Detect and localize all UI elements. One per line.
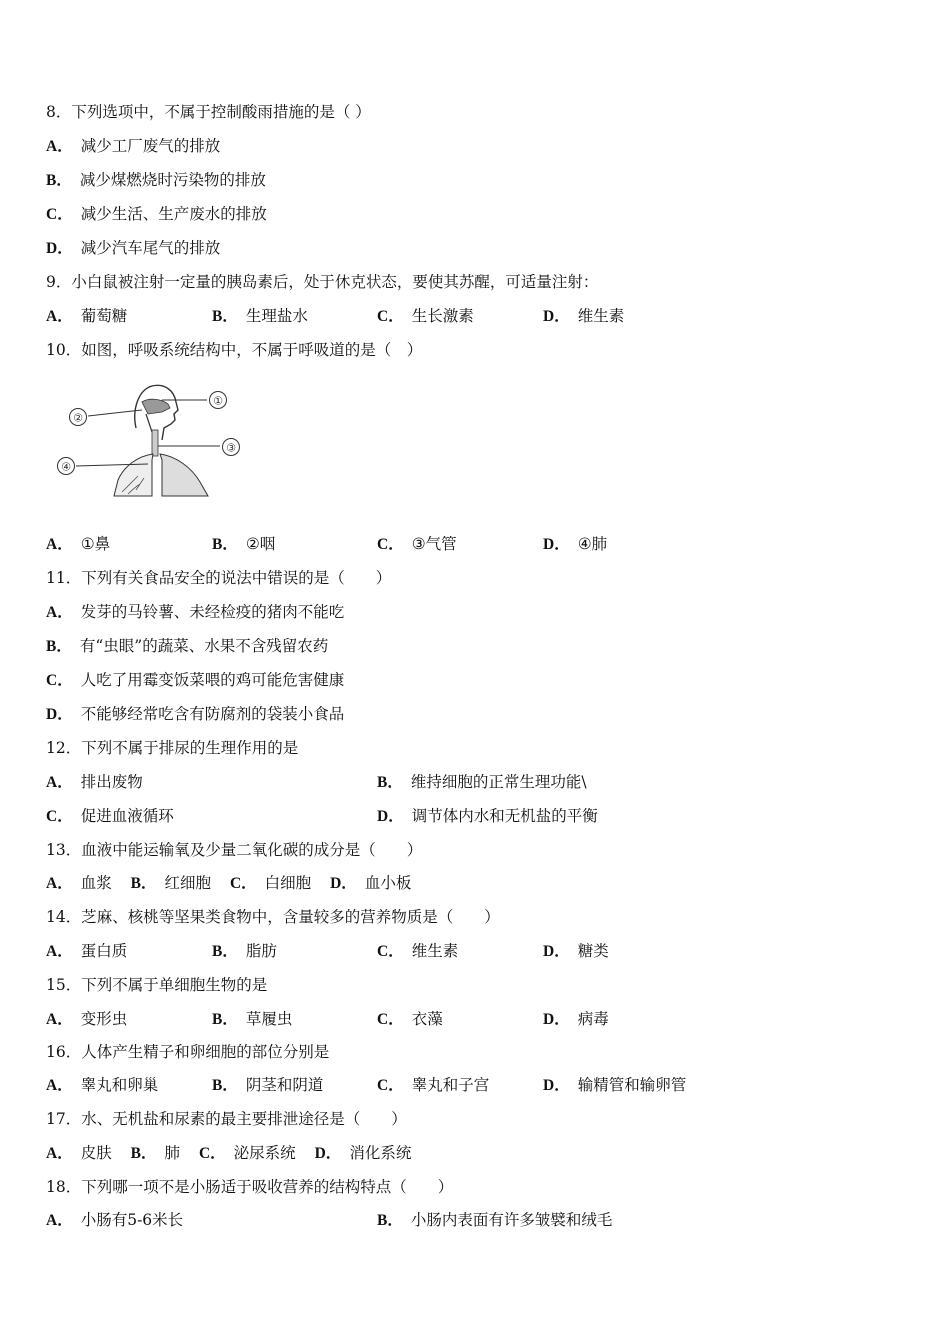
question-9-option-c: C． 生长激素	[377, 307, 474, 325]
question-12-options-row-1	[46, 772, 910, 792]
left-lung	[114, 454, 153, 496]
question-17-option-a: A． 皮肤	[46, 1144, 112, 1162]
trachea	[152, 430, 158, 456]
leader-line-2	[88, 410, 142, 416]
question-11-option-a: A． 发芽的马铃薯、未经检疫的猪肉不能吃	[46, 603, 345, 621]
question-17-option-b: B． 肺	[130, 1144, 181, 1162]
question-10-option-a: A． ①鼻	[46, 535, 111, 553]
question-8-option-a: A． 减少工厂废气的排放	[46, 137, 221, 155]
question-12-option-b: B． 维持细胞的正常生理功能\	[377, 773, 587, 791]
question-17-option-d: D． 消化系统	[314, 1144, 412, 1162]
question-11-option-d: D． 不能够经常吃含有防腐剂的袋装小食品	[46, 705, 345, 723]
question-14-option-c: C． 维生素	[377, 942, 459, 960]
question-13-option-c: C． 白细胞	[229, 874, 312, 892]
question-10-option-b: B． ②咽	[212, 535, 276, 553]
question-11-option-b: B． 有“虫眼”的蔬菜、水果不含残留农药	[46, 637, 329, 655]
question-9-option-b: B． 生理盐水	[212, 307, 308, 325]
question-13-stem: 13．血液中能运输氧及少量二氧化碳的成分是（ ）	[46, 841, 423, 859]
question-11-option-c: C． 人吃了用霉变饭菜喂的鸡可能危害健康	[46, 671, 345, 689]
question-9-option-d: D． 维生素	[543, 307, 625, 325]
question-12-option-a: A． 排出废物	[46, 773, 143, 791]
question-17-option-c: C． 泌尿系统	[198, 1144, 296, 1162]
question-8-stem: 8．下列选项中，不属于控制酸雨措施的是（ ）	[46, 103, 371, 121]
question-10-stem: 10．如图，呼吸系统结构中，不属于呼吸道的是（ ）	[46, 341, 423, 359]
question-11-stem: 11．下列有关食品安全的说法中错误的是（ ）	[46, 569, 392, 587]
question-13-option-a: A． 血浆	[46, 874, 112, 892]
label-4-text: ④	[61, 460, 71, 474]
question-10-options	[46, 534, 910, 554]
question-17-options	[46, 1143, 425, 1164]
question-9-option-a: A． 葡萄糖	[46, 307, 128, 325]
question-18-option-a: A． 小肠有5-6米长	[46, 1211, 184, 1229]
question-15-option-a: A． 变形虫	[46, 1010, 128, 1028]
question-14-option-a: A． 蛋白质	[46, 942, 128, 960]
question-14-options	[46, 941, 910, 961]
question-12-option-c: C． 促进血液循环	[46, 807, 174, 825]
nasal-cavity	[142, 399, 170, 414]
question-10-option-d: D． ④肺	[543, 535, 608, 553]
question-13-options	[46, 873, 425, 894]
label-2-text: ②	[73, 411, 83, 425]
question-17-stem: 17．水、无机盐和尿素的最主要排泄途径是（ ）	[46, 1110, 407, 1128]
question-16-option-a: A． 睾丸和卵巢	[46, 1076, 159, 1094]
question-16-options	[46, 1075, 910, 1095]
question-13-option-d: D． 血小板	[330, 874, 412, 892]
throat	[146, 414, 152, 432]
question-15-option-d: D． 病毒	[543, 1010, 609, 1028]
question-13-option-b: B． 红细胞	[130, 874, 212, 892]
question-12-options-row-2	[46, 806, 910, 826]
question-12-stem: 12．下列不属于排尿的生理作用的是	[46, 739, 299, 757]
question-9-options	[46, 306, 910, 326]
question-14-stem: 14．芝麻、核桃等坚果类食物中，含量较多的营养物质是（ ）	[46, 908, 500, 926]
question-16-option-b: B． 阴茎和阴道	[212, 1076, 324, 1094]
question-12-option-d: D． 调节体内水和无机盐的平衡	[377, 807, 598, 825]
question-18-stem: 18．下列哪一项不是小肠适于吸收营养的结构特点（ ）	[46, 1178, 454, 1196]
question-15-options	[46, 1009, 910, 1029]
question-15-stem: 15．下列不属于单细胞生物的是	[46, 976, 268, 994]
question-15-option-b: B． 草履虫	[212, 1010, 293, 1028]
respiratory-system-figure	[52, 380, 248, 498]
question-9-stem: 9．小白鼠被注射一定量的胰岛素后，处于休克状态，要使其苏醒，可适量注射：	[46, 273, 599, 291]
question-14-option-d: D． 糖类	[543, 942, 609, 960]
question-16-option-c: C． 睾丸和子宫	[377, 1076, 490, 1094]
question-8-option-c: C． 减少生活、生产废水的排放	[46, 205, 267, 223]
question-15-option-c: C． 衣藻	[377, 1010, 443, 1028]
question-18-option-b: B． 小肠内表面有许多皱襞和绒毛	[377, 1211, 613, 1229]
question-16-stem: 16．人体产生精子和卵细胞的部位分别是	[46, 1043, 330, 1061]
label-1-text: ①	[213, 394, 223, 408]
question-18-options	[46, 1210, 910, 1230]
question-14-option-b: B． 脂肪	[212, 942, 277, 960]
question-16-option-d: D． 输精管和输卵管	[543, 1076, 687, 1094]
question-8-option-d: D． 减少汽车尾气的排放	[46, 239, 221, 257]
question-10-option-c: C． ③气管	[377, 535, 457, 553]
right-lung	[160, 454, 208, 496]
question-8-option-b: B． 减少煤燃烧时污染物的排放	[46, 171, 266, 189]
label-3-text: ③	[226, 441, 236, 455]
